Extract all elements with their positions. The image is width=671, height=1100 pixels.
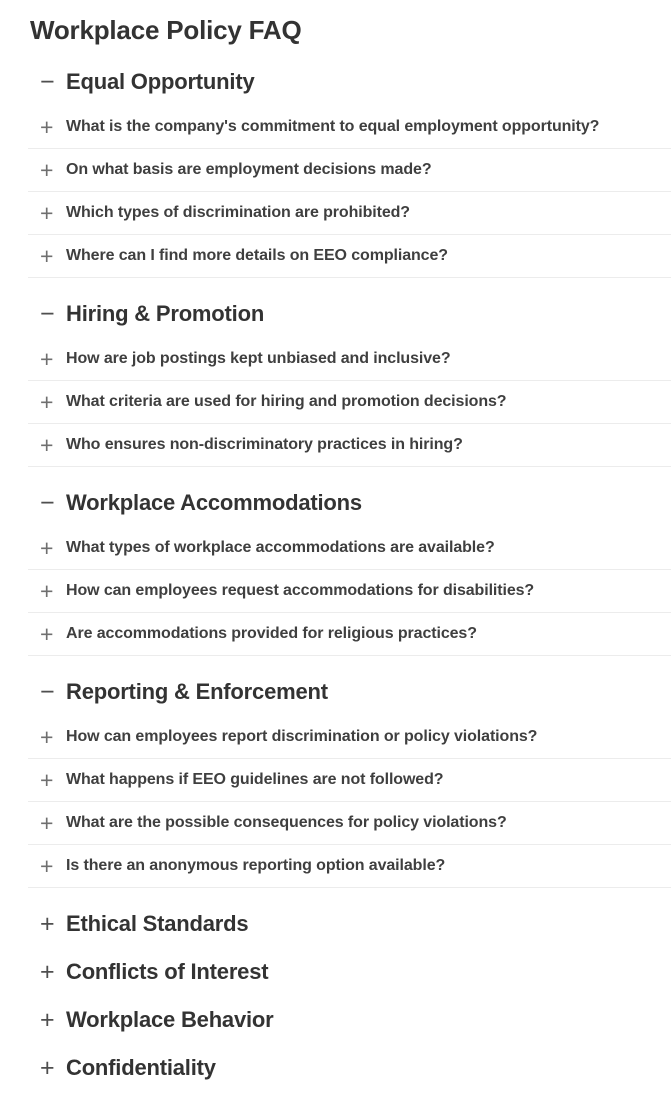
plus-icon: + xyxy=(40,388,54,415)
plus-icon: + xyxy=(40,242,54,269)
plus-icon: + xyxy=(40,156,54,183)
faq-question-row[interactable] xyxy=(28,759,671,802)
faq-question-row[interactable] xyxy=(28,802,671,845)
question-text: What happens if EEO guidelines are not followed? xyxy=(66,771,444,788)
plus-icon: + xyxy=(40,577,54,604)
question-text: What is the company's commitment to equal employment opportunity? xyxy=(66,118,600,135)
plus-icon: + xyxy=(40,620,54,647)
plus-icon: + xyxy=(40,852,54,879)
question-text: How can employees request accommodations for disabilities? xyxy=(66,582,535,599)
faq-question-row[interactable] xyxy=(28,716,671,759)
faq-section-hiring-promotion xyxy=(28,290,671,467)
faq-accordion-list xyxy=(28,58,671,1092)
faq-question-row[interactable] xyxy=(28,527,671,570)
question-text: On what basis are employment decisions made? xyxy=(66,161,432,178)
faq-question-row[interactable] xyxy=(28,106,671,149)
question-text: Who ensures non-discriminatory practices in hiring? xyxy=(66,436,463,453)
section-questions xyxy=(28,527,671,656)
section-header-workplace-accommodations[interactable] xyxy=(28,479,671,527)
question-text: How can employees report discrimination or policy violations? xyxy=(66,728,538,745)
minus-icon: − xyxy=(40,299,55,328)
section-header-conflicts-of-interest[interactable] xyxy=(28,948,671,996)
section-title: Equal Opportunity xyxy=(66,69,255,94)
section-header-equal-opportunity[interactable] xyxy=(28,58,671,106)
faq-question-row[interactable] xyxy=(28,149,671,192)
section-title: Confidentiality xyxy=(66,1055,216,1080)
plus-icon: + xyxy=(40,957,55,986)
page-title: Workplace Policy FAQ xyxy=(30,15,302,45)
question-text: Which types of discrimination are prohibited? xyxy=(66,204,410,221)
faq-question-row[interactable] xyxy=(28,613,671,656)
faq-question-row[interactable] xyxy=(28,424,671,467)
faq-section-workplace-behavior xyxy=(28,996,671,1044)
plus-icon: + xyxy=(40,723,54,750)
question-text: What types of workplace accommodations are available? xyxy=(66,539,495,556)
section-questions xyxy=(28,716,671,888)
faq-question-row[interactable] xyxy=(28,845,671,888)
faq-question-row[interactable] xyxy=(28,338,671,381)
section-title: Reporting & Enforcement xyxy=(66,679,328,704)
plus-icon: + xyxy=(40,534,54,561)
question-text: Where can I find more details on EEO compliance? xyxy=(66,247,448,264)
question-text: How are job postings kept unbiased and inclusive? xyxy=(66,350,451,367)
plus-icon: + xyxy=(40,345,54,372)
question-text: Are accommodations provided for religious practices? xyxy=(66,625,477,642)
minus-icon: − xyxy=(40,488,55,517)
plus-icon: + xyxy=(40,909,55,938)
faq-question-row[interactable] xyxy=(28,192,671,235)
section-header-ethical-standards[interactable] xyxy=(28,900,671,948)
section-title: Hiring & Promotion xyxy=(66,301,265,326)
faq-section-conflicts-of-interest xyxy=(28,948,671,996)
section-title: Workplace Behavior xyxy=(66,1007,274,1032)
plus-icon: + xyxy=(40,1005,55,1034)
plus-icon: + xyxy=(40,199,54,226)
faq-question-row[interactable] xyxy=(28,235,671,278)
section-questions xyxy=(28,106,671,278)
minus-icon: − xyxy=(40,67,55,96)
section-header-workplace-behavior[interactable] xyxy=(28,996,671,1044)
faq-question-row[interactable] xyxy=(28,381,671,424)
section-questions xyxy=(28,338,671,467)
faq-section-equal-opportunity xyxy=(28,58,671,278)
question-text: What are the possible consequences for policy violations? xyxy=(66,814,507,831)
section-header-reporting-enforcement[interactable] xyxy=(28,668,671,716)
plus-icon: + xyxy=(40,431,54,458)
faq-question-row[interactable] xyxy=(28,570,671,613)
plus-icon: + xyxy=(40,1053,55,1082)
faq-section-reporting-enforcement xyxy=(28,668,671,888)
faq-section-ethical-standards xyxy=(28,900,671,948)
minus-icon: − xyxy=(40,677,55,706)
question-text: Is there an anonymous reporting option available? xyxy=(66,857,446,874)
section-title: Workplace Accommodations xyxy=(66,490,362,515)
plus-icon: + xyxy=(40,766,54,793)
section-header-hiring-promotion[interactable] xyxy=(28,290,671,338)
section-title: Ethical Standards xyxy=(66,911,249,936)
plus-icon: + xyxy=(40,809,54,836)
question-text: What criteria are used for hiring and promotion decisions? xyxy=(66,393,507,410)
section-title: Conflicts of Interest xyxy=(66,959,269,984)
section-header-confidentiality[interactable] xyxy=(28,1044,671,1092)
faq-section-workplace-accommodations xyxy=(28,479,671,656)
faq-section-confidentiality xyxy=(28,1044,671,1092)
plus-icon: + xyxy=(40,113,54,140)
